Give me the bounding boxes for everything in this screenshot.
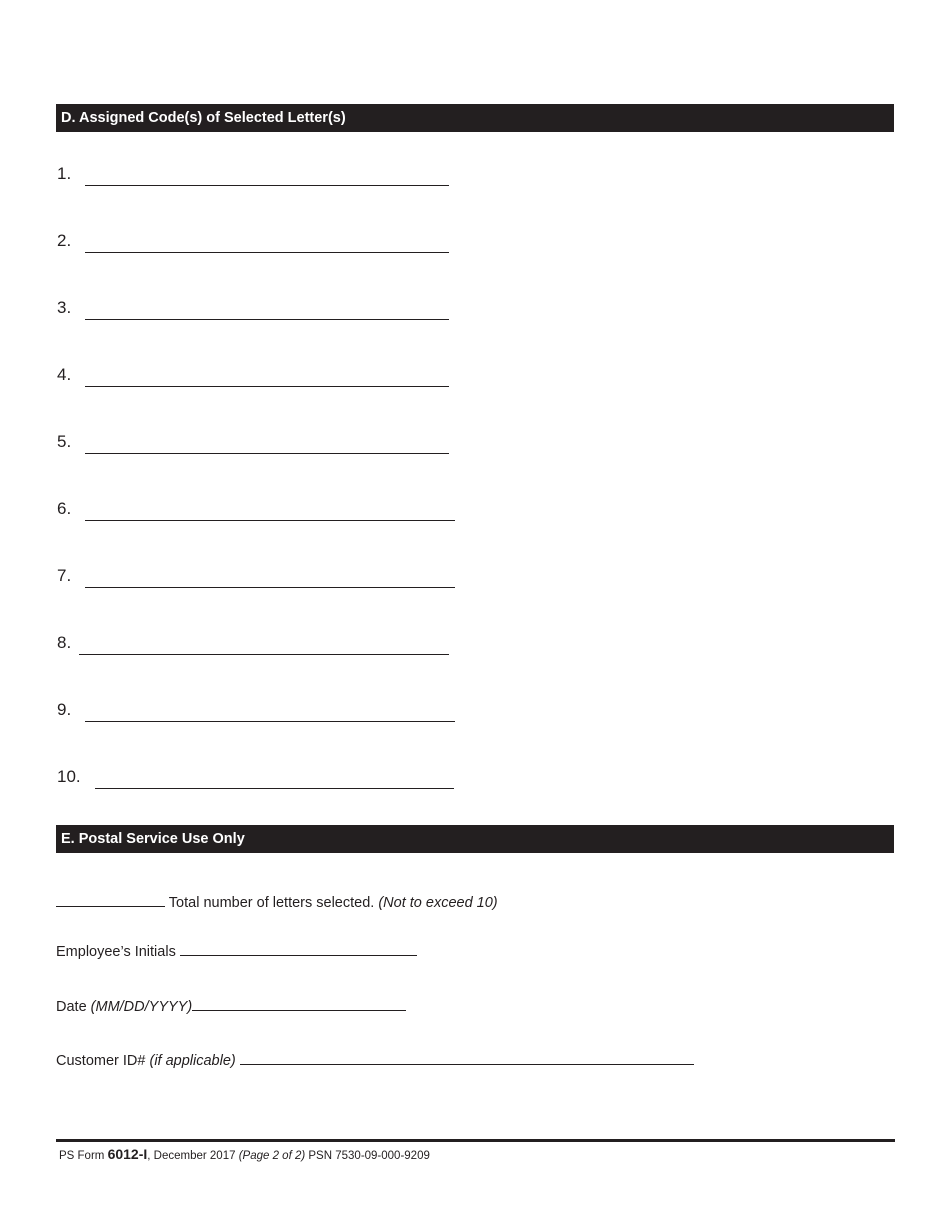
date-label: Date — [56, 999, 87, 1015]
form-date: , December 2017 — [147, 1150, 236, 1162]
code-field-6[interactable] — [85, 520, 455, 521]
date-row — [56, 996, 406, 1016]
code-field-3[interactable] — [85, 319, 449, 320]
page-indicator: (Page 2 of 2) — [238, 1150, 306, 1162]
initials-row — [56, 941, 417, 961]
code-number: 3. — [57, 298, 72, 317]
code-number: 6. — [57, 499, 72, 518]
total-letters-note: (Not to exceed 10) — [378, 895, 498, 911]
code-number: 8. — [57, 633, 72, 652]
customer-id-note: (if applicable) — [149, 1053, 236, 1069]
total-letters-field[interactable] — [56, 892, 165, 907]
code-field-10[interactable] — [95, 788, 454, 789]
date-format-hint: (MM/DD/YYYY) — [90, 999, 193, 1015]
code-field-9[interactable] — [85, 721, 455, 722]
code-number: 1. — [57, 164, 72, 183]
form-prefix: PS Form — [59, 1150, 105, 1162]
customer-id-row — [56, 1050, 694, 1070]
code-number: 9. — [57, 700, 72, 719]
footer-rule — [56, 1139, 895, 1142]
psn-number: PSN 7530-09-000-9209 — [308, 1150, 430, 1162]
initials-label: Employee’s Initials — [56, 944, 176, 960]
total-letters-label: Total number of letters selected. — [168, 895, 375, 911]
total-letters-row — [56, 892, 498, 912]
date-field[interactable] — [192, 996, 406, 1011]
code-number: 2. — [57, 231, 72, 250]
code-number: 10. — [57, 767, 81, 786]
section-e-header: E. Postal Service Use Only — [56, 825, 894, 853]
section-d-header: D. Assigned Code(s) of Selected Letter(s) — [56, 104, 894, 132]
code-number: 5. — [57, 432, 72, 451]
form-footer — [59, 1146, 430, 1164]
code-field-4[interactable] — [85, 386, 449, 387]
code-field-5[interactable] — [85, 453, 449, 454]
code-field-7[interactable] — [85, 587, 455, 588]
code-number: 7. — [57, 566, 72, 585]
customer-id-label: Customer ID# — [56, 1053, 146, 1069]
code-field-1[interactable] — [85, 185, 449, 186]
code-number: 4. — [57, 365, 72, 384]
code-field-8[interactable] — [79, 654, 449, 655]
customer-id-field[interactable] — [240, 1050, 694, 1065]
code-field-2[interactable] — [85, 252, 449, 253]
initials-field[interactable] — [180, 941, 417, 956]
form-number: 6012-I — [107, 1146, 148, 1162]
